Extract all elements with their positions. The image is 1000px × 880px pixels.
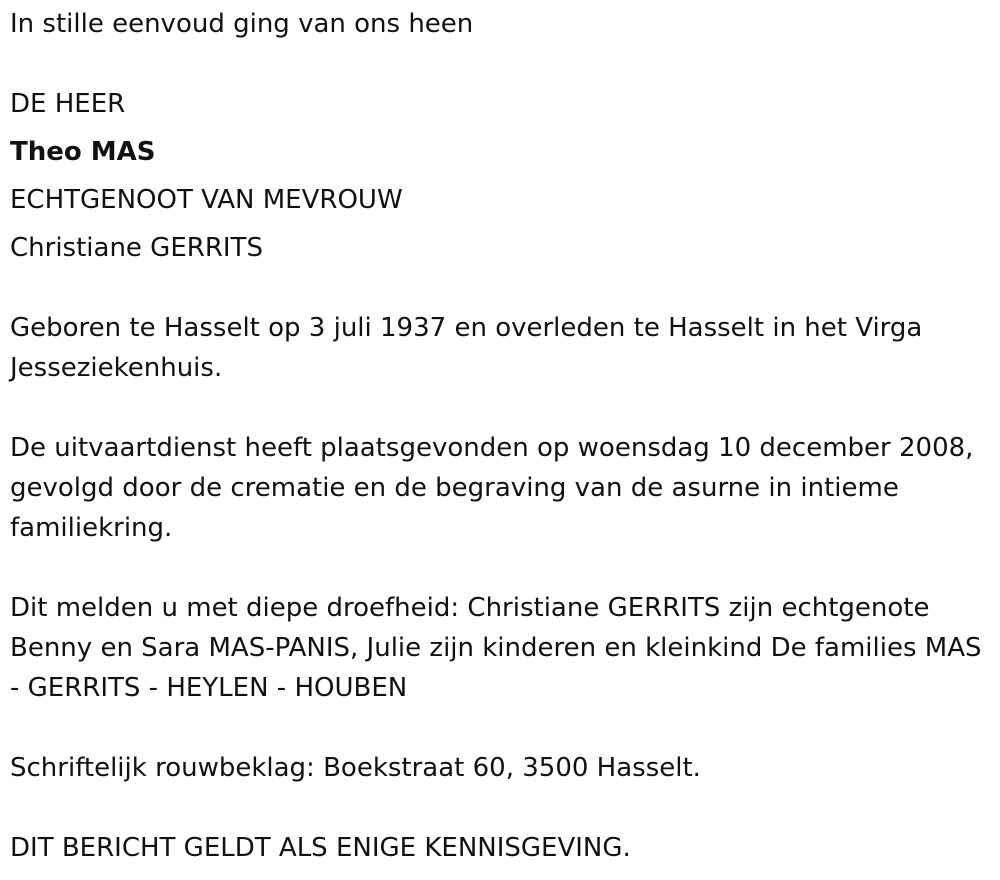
deceased-name: Theo MAS [10,137,156,167]
spacer [10,268,1000,308]
spacer [10,788,1000,828]
announcement-paragraph: Dit melden u met diepe droefheid: Christiane GERRITS zijn echtgenote Benny en Sara MAS-PANIS, Julie zijn kinderen en kleinkind De families MAS - GERRITS - HEYLEN - HOUBEN [10,593,982,703]
deceased-title: DE HEER [10,89,126,119]
spacer [10,44,1000,84]
spacer [10,708,1000,748]
intro-text: In stille eenvoud ging van ons heen [10,9,474,39]
spacer [10,124,1000,132]
spouse-label: ECHTGENOOT VAN MEVROUW [10,185,403,215]
spacer [10,548,1000,588]
spouse-name: Christiane GERRITS [10,233,263,263]
birth-death-paragraph: Geboren te Hasselt op 3 juli 1937 en overleden te Hasselt in het Virga Jesseziekenhuis. [10,313,923,383]
spacer [10,388,1000,428]
condolences-address: Schriftelijk rouwbeklag: Boekstraat 60, 3500 Hasselt. [10,753,701,783]
spacer [10,172,1000,180]
funeral-paragraph: De uitvaartdienst heeft plaatsgevonden op woensdag 10 december 2008, gevolgd door de crematie en de begraving van de asurne in intieme familiekring. [10,433,974,543]
closing-statement: DIT BERICHT GELDT ALS ENIGE KENNISGEVING. [10,833,631,863]
spacer [10,220,1000,228]
